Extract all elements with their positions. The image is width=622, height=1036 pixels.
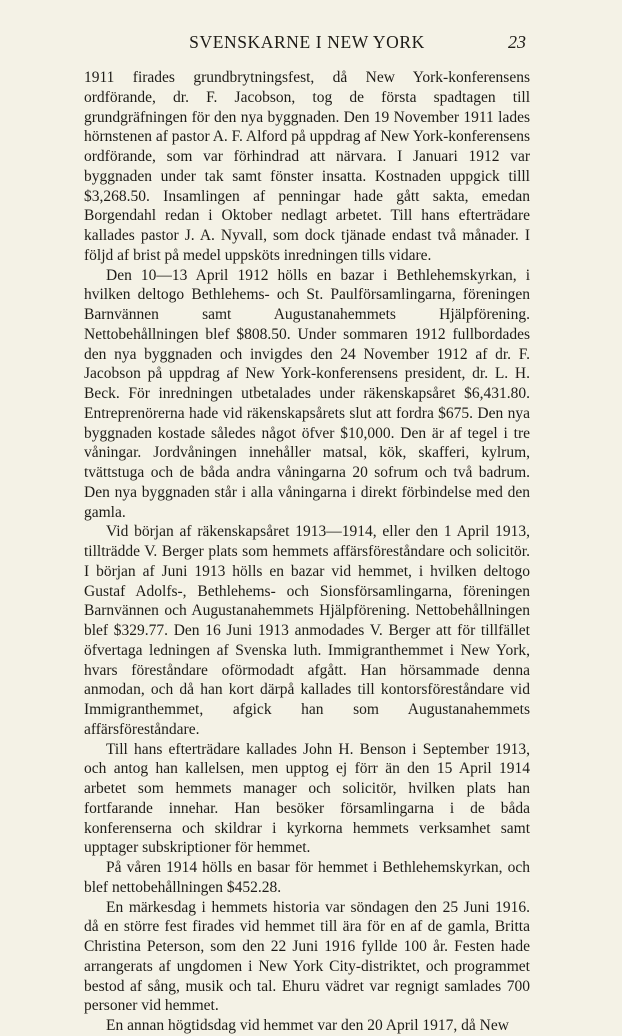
paragraph-festival-1916: En märkesdag i hemmets historia var söndagen den 25 Juni 1916. då en större fest firades vid hemmet till ära för en af de gamla, Britta Christina Peterson, som den 22 Juni 1916 fyllde 100 år. Festen hade arrangerats af ungdomen i New York City-distriktet, och programmet bestod af sång, musik och tal. Ehuru vädret var regnigt samlades 700 personer vid hemmet. <box>84 898 530 1015</box>
paragraph-benson-1913: Till hans efterträdare kallades John H. Benson i September 1913, och antog han kallelsen, men upptog ej förr än den 15 April 1914 arbetet som hemmets manager och solicitör, hvilken plats han fortfarande innehar. Han besöker församlingarna i de båda konferenserna och skildrar i kyrkorna hemmets verksamhet samt upptager subskriptioner för hemmet. <box>84 740 530 857</box>
body-text <box>84 68 530 1036</box>
paragraph-basar-1914: På våren 1914 hölls en basar för hemmet i Bethlehemskyrkan, och blef nettobehållningen $452.28. <box>84 859 530 896</box>
running-title: SVENSKARNE I NEW YORK <box>189 32 425 52</box>
page-number: 23 <box>508 32 526 52</box>
paragraph-bazar-1912: Den 10—13 April 1912 hölls en bazar i Bethlehemskyrkan, i hvilken deltogo Bethlehems- och St. Paulförsamlingarna, föreningen Barnvännen samt Augustanahemmets Hjälpförening. Nettobehållningen blef $808.50. Under sommaren 1912 fullbordades den nya byggnaden och invigdes den 24 November 1912 af dr. F. Jacobson på uppdrag af New York-konferensens president, dr. L. H. Beck. För inredningen utbetalades under räkenskapsåret $6,431.80. Entreprenörerna hade vid räkenskapsårets slut att fordra $675. Den nya byggnaden kostade således något öfver $10,000. Den är af tegel i tre våningar. Jordvåningen innehåller matsal, kök, skafferi, kylrum, tvättstuga och de båda andra våningarna 20 sofrum och två badrum. Den nya byggnaden står i alla våningarna i direkt förbindelse med den gamla. <box>84 266 530 521</box>
running-header <box>84 30 530 54</box>
paragraph-1917: En annan högtidsdag vid hemmet var den 20 April 1917, då New <box>106 1017 509 1034</box>
paragraph-berger-1913: Vid början af räkenskapsåret 1913—1914, eller den 1 April 1913, tillträdde V. Berger plats som hemmets affärsföreståndare och solicitör. I början af Juni 1913 hölls en bazar vid hemmet, i hvilken deltogo Gustaf Adolfs-, Bethlehems- och Sionsförsamlingarna, föreningen Barnvännen och Augustanahemmets Hjälpförening. Nettobehållningen blef $329.77. Den 16 Juni 1913 anmodades V. Berger att för tillfället öfvertaga ledningen af Svenska luth. Immigranthemmet i New York, hvars föreståndare oförmodadt afgått. Han hörsammade denna anmodan, och då han kort därpå kallades till kontorsföreståndare vid Immigranthemmet, afgick han som Augustanahemmets affärsföreståndare. <box>84 523 530 738</box>
paragraph-construction-1911: 1911 firades grundbrytningsfest, då New York-konferensens ordförande, dr. F. Jacobson, tog de första spadtagen till grundgräfningen för den nya byggnaden. Den 19 November 1911 lades hörnstenen af pastor A. F. Alford på uppdrag af New York-konferensens ordförande, som var förhindrad att närvara. I Januari 1912 var byggnaden under tak samt fönster insatta. Kostnaden uppgick tilll $3,268.50. Insamlingen af penningar hade gått sakta, emedan Borgendahl redan i Oktober nedlagt arbetet. Till hans efterträdare kallades pastor J. A. Nyvall, som dock tjänade endast två månader. I följd af brist på medel uppsköts inredningen tills vidare. <box>84 69 531 264</box>
